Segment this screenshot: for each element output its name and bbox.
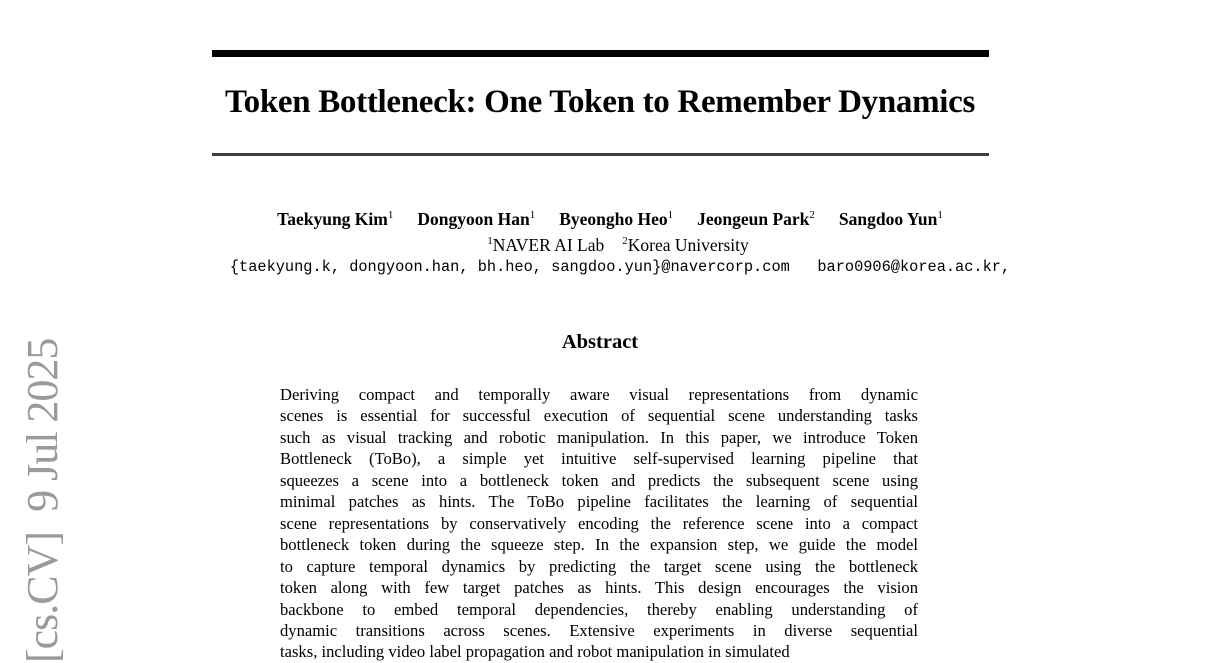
author-emails: {taekyung.k, dongyoon.han, bh.heo, sangdoo.yun}@navercorp.com baro0906@korea.ac.kr, — [229, 258, 1011, 276]
abstract-line: Bottleneck (ToBo), a simple yet intuitive self-supervised learning pipeline that — [280, 449, 918, 469]
title-rule-top — [212, 50, 989, 57]
abstract-line: to capture temporal dynamics by predicting the target scene using the bottleneck — [280, 556, 918, 576]
author-name-text: Byeongho Heo — [559, 209, 668, 229]
paper-title: Token Bottleneck: One Token to Remember Dynamics — [224, 84, 976, 120]
author-affiliation-superscript: 1 — [387, 209, 394, 222]
abstract-line: minimal patches as hints. The ToBo pipeline facilitates the learning of sequential — [280, 492, 918, 512]
abstract-line: scenes is essential for successful execution of sequential scene understanding tasks — [280, 406, 918, 426]
author-affiliation-superscript: 1 — [529, 209, 536, 222]
affiliation-superscript: 1 — [487, 235, 493, 248]
author-affiliation-superscript: 1 — [667, 209, 674, 222]
author-name-text: Dongyoon Han — [417, 209, 530, 229]
affiliation-list — [18, 233, 1218, 257]
abstract-heading: Abstract — [561, 331, 639, 353]
author-name — [559, 206, 673, 232]
author-name-text: Sangdoo Yun — [838, 209, 938, 229]
author-name — [277, 206, 393, 232]
author-name-text: Jeongeun Park — [697, 209, 810, 229]
abstract-line: scene representations by conservatively encoding the reference scene into a compact — [280, 513, 918, 533]
affiliation — [622, 233, 749, 257]
abstract-line: dynamic transitions across scenes. Extensive experiments in diverse sequential — [280, 620, 918, 640]
affiliation — [487, 233, 604, 257]
author-name-text: Taekyung Kim — [277, 209, 388, 229]
title-rule-bottom — [212, 153, 989, 156]
author-name — [417, 206, 535, 232]
abstract-line: squeezes a scene into a bottleneck token and predicts the subsequent scene using — [280, 470, 918, 490]
abstract-line: backbone to embed temporal dependencies, thereby enabling understanding of — [280, 599, 918, 619]
abstract-line: such as visual tracking and robotic manipulation. In this paper, we introduce Token — [280, 427, 918, 447]
affiliation-name: Korea University — [627, 235, 749, 255]
author-name — [697, 206, 815, 232]
arxiv-category-stamp: [cs.CV] 9 Jul 2025 — [18, 338, 67, 663]
abstract-text — [280, 384, 918, 663]
author-list — [10, 206, 1210, 232]
affiliation-name: NAVER AI Lab — [492, 235, 605, 255]
author-name — [839, 206, 943, 232]
author-affiliation-superscript: 1 — [937, 209, 943, 222]
author-affiliation-superscript: 2 — [809, 209, 815, 222]
abstract-line: tasks, including video label propagation and robot manipulation in simulated — [280, 642, 790, 662]
abstract-line: bottleneck token during the squeeze step. In the expansion step, we guide the model — [280, 535, 918, 555]
affiliation-superscript: 2 — [622, 235, 628, 248]
abstract-line: token along with few target patches as hints. This design encourages the vision — [280, 578, 918, 598]
abstract-line: Deriving compact and temporally aware visual representations from dynamic — [280, 385, 918, 404]
